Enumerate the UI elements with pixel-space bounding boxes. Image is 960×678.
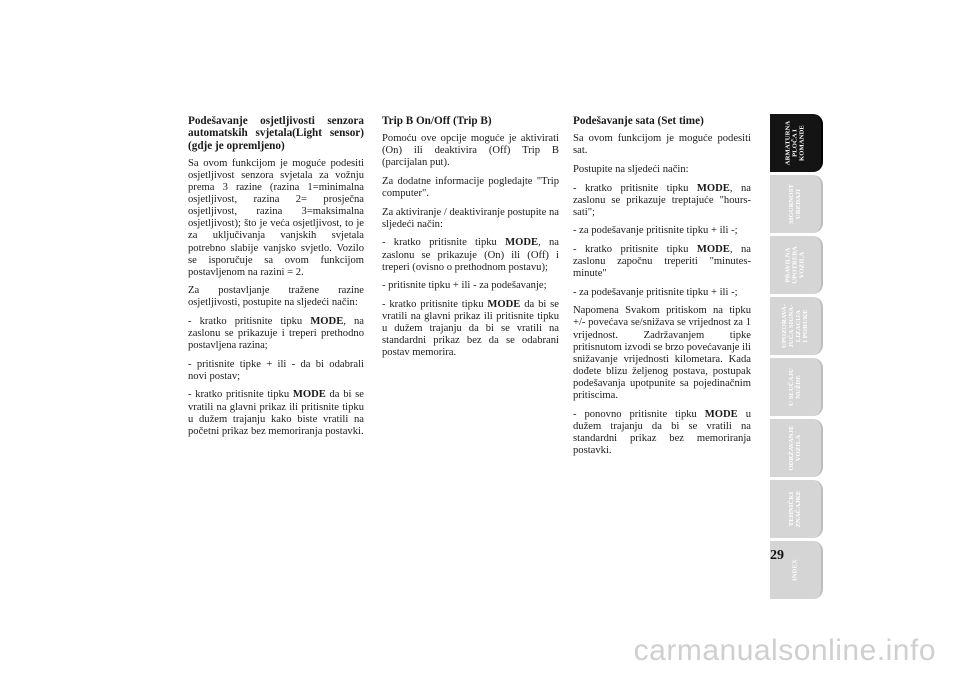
- paragraph: - kratko pritisnite tipku MODE da bi se vratili na glavni prikaz ili pritisnite tipku u dužem trajanju kako biste vratili na početni prikaz bez memoriranja postavki.: [188, 389, 364, 437]
- mode-key: MODE: [292, 389, 326, 401]
- paragraph: Pomoću ove opcije moguće je aktivirati (On) ili deaktivira (Off) Trip B (parcijalan put).: [382, 133, 559, 169]
- paragraph: Sa ovom funkcijom je moguće podesiti osjetljivost senzora svjetala za vožnju prema 3 razine (razina 1=minimalna osjetljivost, razina 2= prosječna osjetljivost, razina 3=maksimalna osjetljivost); što je veća osjetljivost, to je za uključivanja vanjskih svjetala potrebno slabije vanjsko svjetlo. Vozilo se isporučuje sa ovom funkcijom postavljenom na razini = 2.: [188, 157, 364, 278]
- paragraph: Za aktiviranje / deaktiviranje postupite na sljedeći način:: [382, 206, 559, 230]
- note-paragraph: Napomena Svakom pritiskom na tipku +/- povećava se/snižava se vrijednost za 1 vrijednost. Zadržavanjem tipke pritisnutom izvodi se brzo povećavanje ili snižavanje vrijednosti kilometara. Kada dođete blizu željenog postava, postupak podešavanja upotpunite sa pojedinačnim pritiscima.: [573, 305, 751, 401]
- text-column-1: [188, 115, 364, 444]
- mode-key: MODE: [696, 243, 730, 255]
- text-column-3: [573, 115, 751, 463]
- watermark: carmanualsonline.info: [633, 634, 936, 667]
- paragraph: Za dodatne informacije pogledajte "Trip computer".: [382, 176, 559, 200]
- tab-u-slucaju-nuzde[interactable]: [770, 358, 823, 416]
- text-column-2: [382, 115, 559, 366]
- paragraph: - za podešavanje pritisnite tipku + ili -;: [573, 286, 738, 298]
- mode-key: MODE: [696, 182, 730, 194]
- tab-label: PRAVILNA UPOTREBA VOZILA: [784, 246, 805, 284]
- tab-tehnicki-znacajke[interactable]: [770, 480, 823, 538]
- mode-key: MODE: [505, 237, 539, 249]
- paragraph: Sa ovom funkcijom je moguće podesiti sat.: [573, 133, 751, 157]
- paragraph: - pritisnite tipku + ili - za podešavanje;: [382, 280, 547, 292]
- section-heading: Trip B On/Off (Trip B): [382, 115, 492, 127]
- tab-label: ODRŽAVANJE VOZILA: [787, 425, 802, 471]
- section-heading: Podešavanje osjetljivosti senzora automatskih svjetala(Light sensor) (gdje je opremljeno): [188, 115, 364, 152]
- tab-label: U SLUČAJU NUŽDE: [787, 368, 802, 406]
- section-heading: Podešavanje sata (Set time): [573, 115, 704, 127]
- mode-key: MODE: [310, 316, 344, 328]
- paragraph: Postupite na sljedeći način:: [573, 163, 689, 175]
- paragraph: - kratko pritisnite tipku MODE, na zaslonu se prikazuje i treperi prethodno postavljena razina;: [188, 316, 364, 352]
- paragraph: - pritisnite tipke + ili - da bi odabrali novi postav;: [188, 358, 364, 382]
- paragraph: - kratko pritisnite tipku MODE da bi se vratili na glavni prikaz ili pritisnite tipku u dužem trajanju da bi se vratili na standardni prikaz bez da se odabrani postav memorira.: [382, 298, 559, 359]
- tab-label: ARMATURNA PLOČA I KOMANDE: [784, 120, 805, 166]
- tab-label: UPOZORAVA- JUĆA SIGNA- LIZACIJA I PORUKE: [780, 304, 809, 348]
- paragraph: - kratko pritisnite tipku MODE, na zaslonu se prikazuje (On) ili (Off) i treperi (ovisno o prethodnom postavu);: [382, 237, 559, 273]
- mode-key: MODE: [704, 408, 738, 420]
- paragraph: - ponovno pritisnite tipku MODE u dužem trajanju da bi se vratili na standardni prikaz bez memoriranja postavki.: [573, 408, 751, 456]
- paragraph: - kratko pritisnite tipku MODE, na zaslonu započnu treperiti "minutes-minute": [573, 243, 751, 280]
- tab-upozoravajuca-signalizacija[interactable]: [770, 297, 823, 355]
- tab-sigurnost[interactable]: [770, 175, 823, 233]
- tab-label: TEHNIČKI ZNAČAJKE: [787, 490, 802, 528]
- tab-label: SIGURNOST UREĐAJI: [787, 184, 802, 224]
- paragraph: - kratko pritisnite tipku MODE, na zaslonu se prikazuje treptajuće "hours-sati";: [573, 182, 751, 218]
- tab-label: INDEX: [791, 559, 799, 581]
- page-number: 29: [770, 548, 784, 563]
- tab-odrzavanje-vozila[interactable]: [770, 419, 823, 477]
- tab-armaturna-ploca[interactable]: [770, 114, 823, 172]
- mode-key: MODE: [487, 298, 521, 310]
- tab-pravilna-upotreba[interactable]: [770, 236, 823, 294]
- chapter-tabs: [770, 114, 823, 602]
- paragraph: - za podešavanje pritisnite tipku + ili -;: [573, 225, 738, 237]
- paragraph: Za postavljanje tražene razine osjetljivosti, postupite na sljedeći način:: [188, 285, 364, 309]
